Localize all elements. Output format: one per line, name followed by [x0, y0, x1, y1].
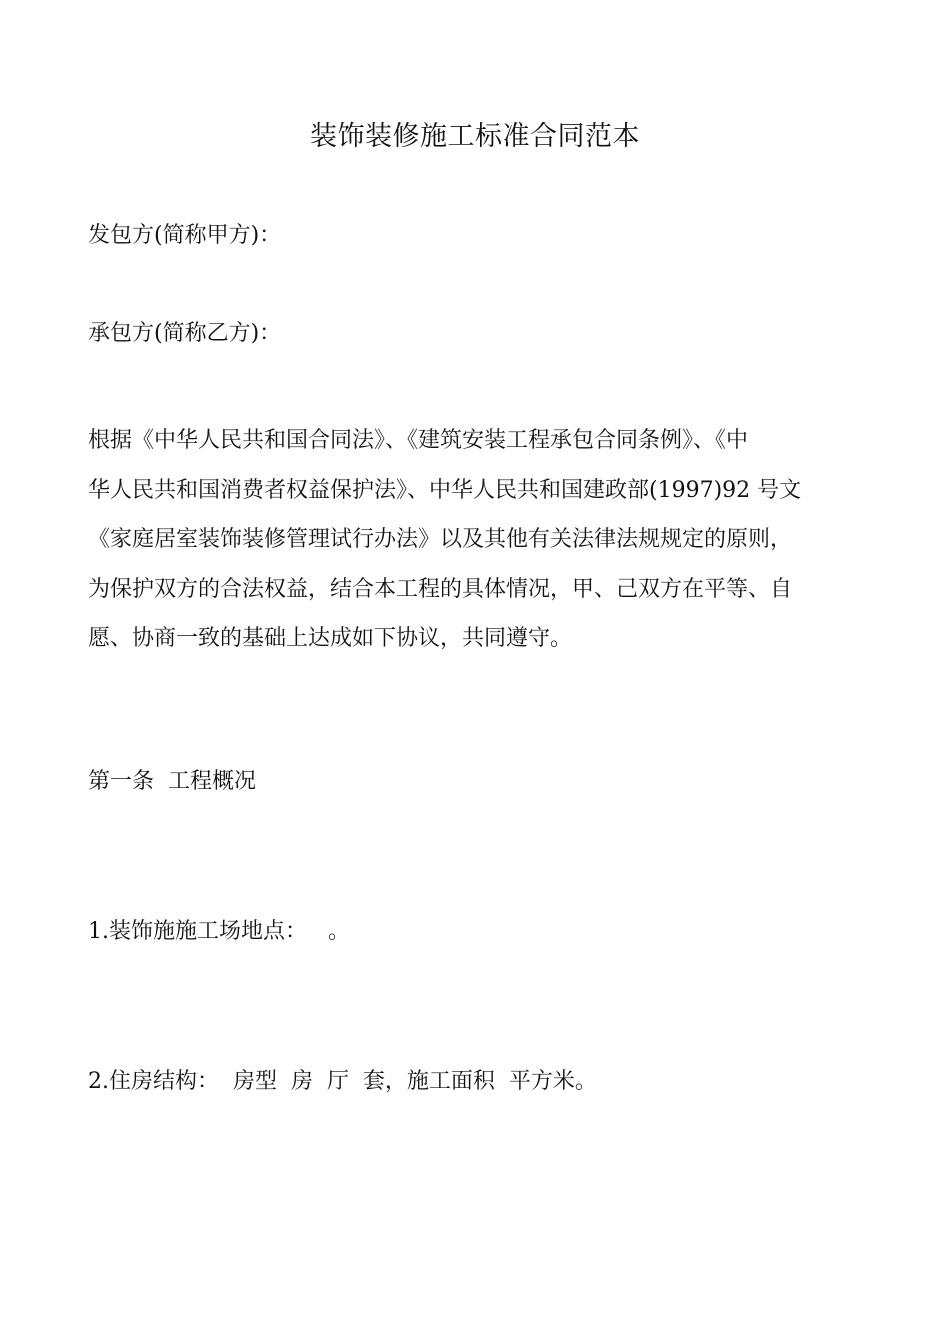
- document-title: 装饰装修施工标准合同范本: [310, 121, 640, 152]
- article-1-heading: 第一条 工程概况: [88, 769, 256, 794]
- item-2-housing-structure: 2.住房结构： 房型 房 厅 套，施工面积 平方米。: [88, 1069, 597, 1094]
- item-1-site-location: 1.装饰施施工场地点： 。: [88, 919, 350, 944]
- party-b-label: 承包方(简称乙方)：: [88, 321, 282, 346]
- preamble-line: 愿、协商一致的基础上达成如下协议，共同遵守。: [88, 626, 573, 651]
- preamble-line: 华人民共和国消费者权益保护法》、中华人民共和国建政部(1997)92 号文: [88, 477, 802, 503]
- preamble-line: 根据《中华人民共和国合同法》、《建筑安装工程承包合同条例》、《中: [88, 428, 749, 453]
- preamble-line: 《家庭居室装饰装修管理试行办法》以及其他有关法律法规规定的原则，: [88, 527, 793, 552]
- party-a-label: 发包方(简称甲方)：: [88, 223, 282, 248]
- preamble-line: 为保护双方的合法权益，结合本工程的具体情况，甲、己双方在平等、自: [88, 576, 793, 602]
- preamble-paragraph: [88, 416, 868, 664]
